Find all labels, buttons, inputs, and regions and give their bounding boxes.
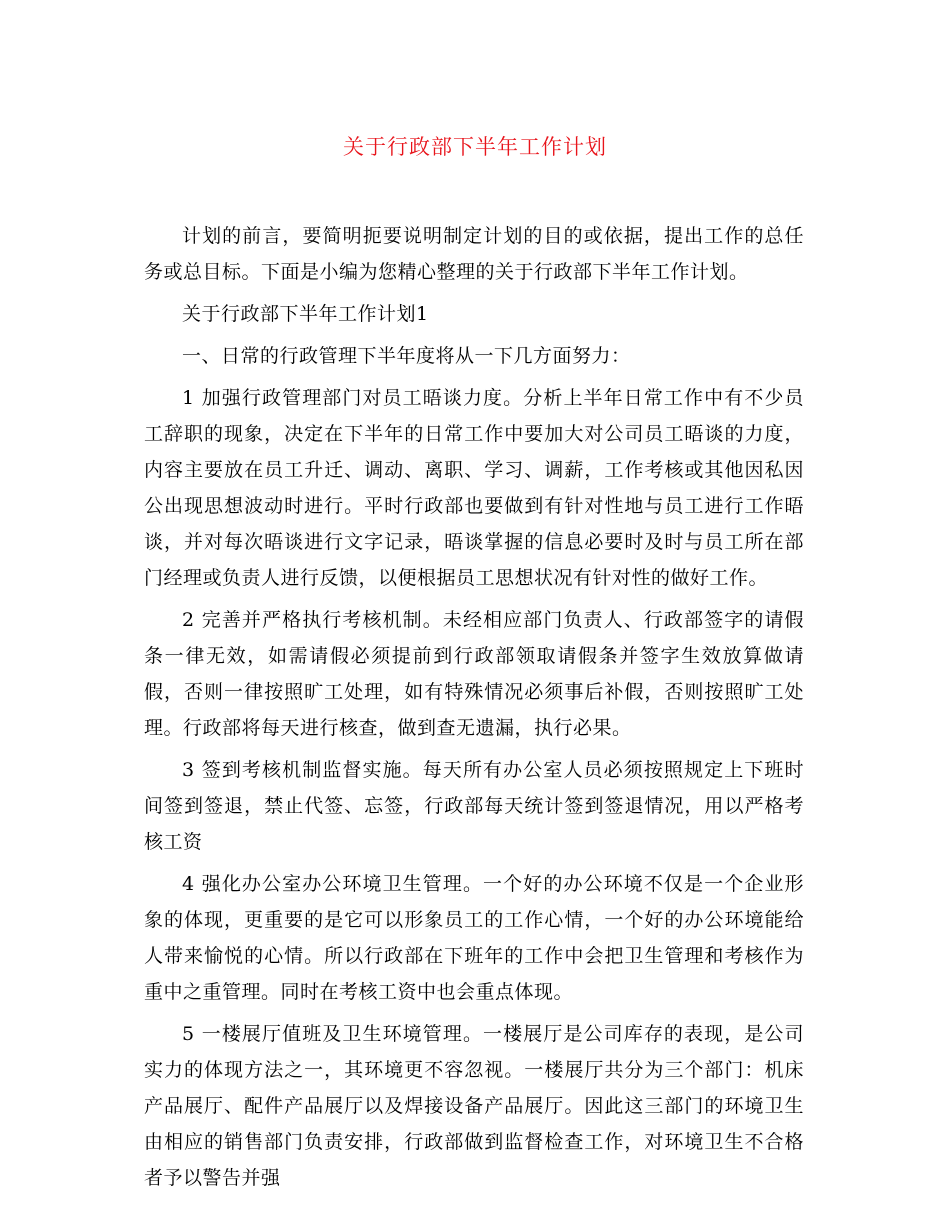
- paragraph-item-5: 5 一楼展厅值班及卫生环境管理。一楼展厅是公司库存的表现，是公司实力的体现方法之一，其环境更不容忽视。一楼展厅共分为三个部门：机床产品展厅、配件产品展厅以及焊接设备产品展厅。因此这三部门的环境卫生由相应的销售部门负责安排，行政部做到监督检查工作，对环境卫生不合格者予以警告并强: [144, 1023, 804, 1189]
- paragraph-section-heading: 关于行政部下半年工作计划1: [182, 303, 429, 325]
- paragraph-item-3: 3 签到考核机制监督实施。每天所有办公室人员必须按照规定上下班时间签到签退，禁止代签、忘签，行政部每天统计签到签退情况，用以严格考核工资: [144, 759, 804, 853]
- paragraph-intro: 计划的前言，要简明扼要说明制定计划的目的或依据，提出工作的总任务或总目标。下面是小编为您精心整理的关于行政部下半年工作计划。: [144, 225, 804, 283]
- paragraph-item-2: 2 完善并严格执行考核机制。未经相应部门负责人、行政部签字的请假条一律无效，如需请假必须提前到行政部领取请假条并签字生效放算做请假，否则一律按照旷工处理，如有特殊情况必须事后补假，否则按照旷工处理。行政部将每天进行核查，做到查无遗漏，执行必果。: [144, 609, 804, 739]
- document-body: [144, 218, 804, 1202]
- document-title: 关于行政部下半年工作计划: [343, 135, 607, 159]
- paragraph-subheading: 一、日常的行政管理下半年度将从一下几方面努力：: [182, 345, 631, 367]
- paragraph-item-4: 4 强化办公室办公环境卫生管理。一个好的办公环境不仅是一个企业形象的体现，更重要的是它可以形象员工的工作心情，一个好的办公环境能给人带来愉悦的心情。所以行政部在下班年的工作中会把卫生管理和考核作为重中之重管理。同时在考核工资中也会重点体现。: [144, 873, 804, 1003]
- paragraph-item-1: 1 加强行政管理部门对员工晤谈力度。分析上半年日常工作中有不少员工辞职的现象，决定在下半年的日常工作中要加大对公司员工晤谈的力度，内容主要放在员工升迁、调动、离职、学习、调薪，工作考核或其他因私因公出现思想波动时进行。平时行政部也要做到有针对性地与员工进行工作晤谈，并对每次晤谈进行文字记录，晤谈掌握的信息必要时及时与员工所在部门经理或负责人进行反馈，以便根据员工思想状况有针对性的做好工作。: [144, 387, 804, 589]
